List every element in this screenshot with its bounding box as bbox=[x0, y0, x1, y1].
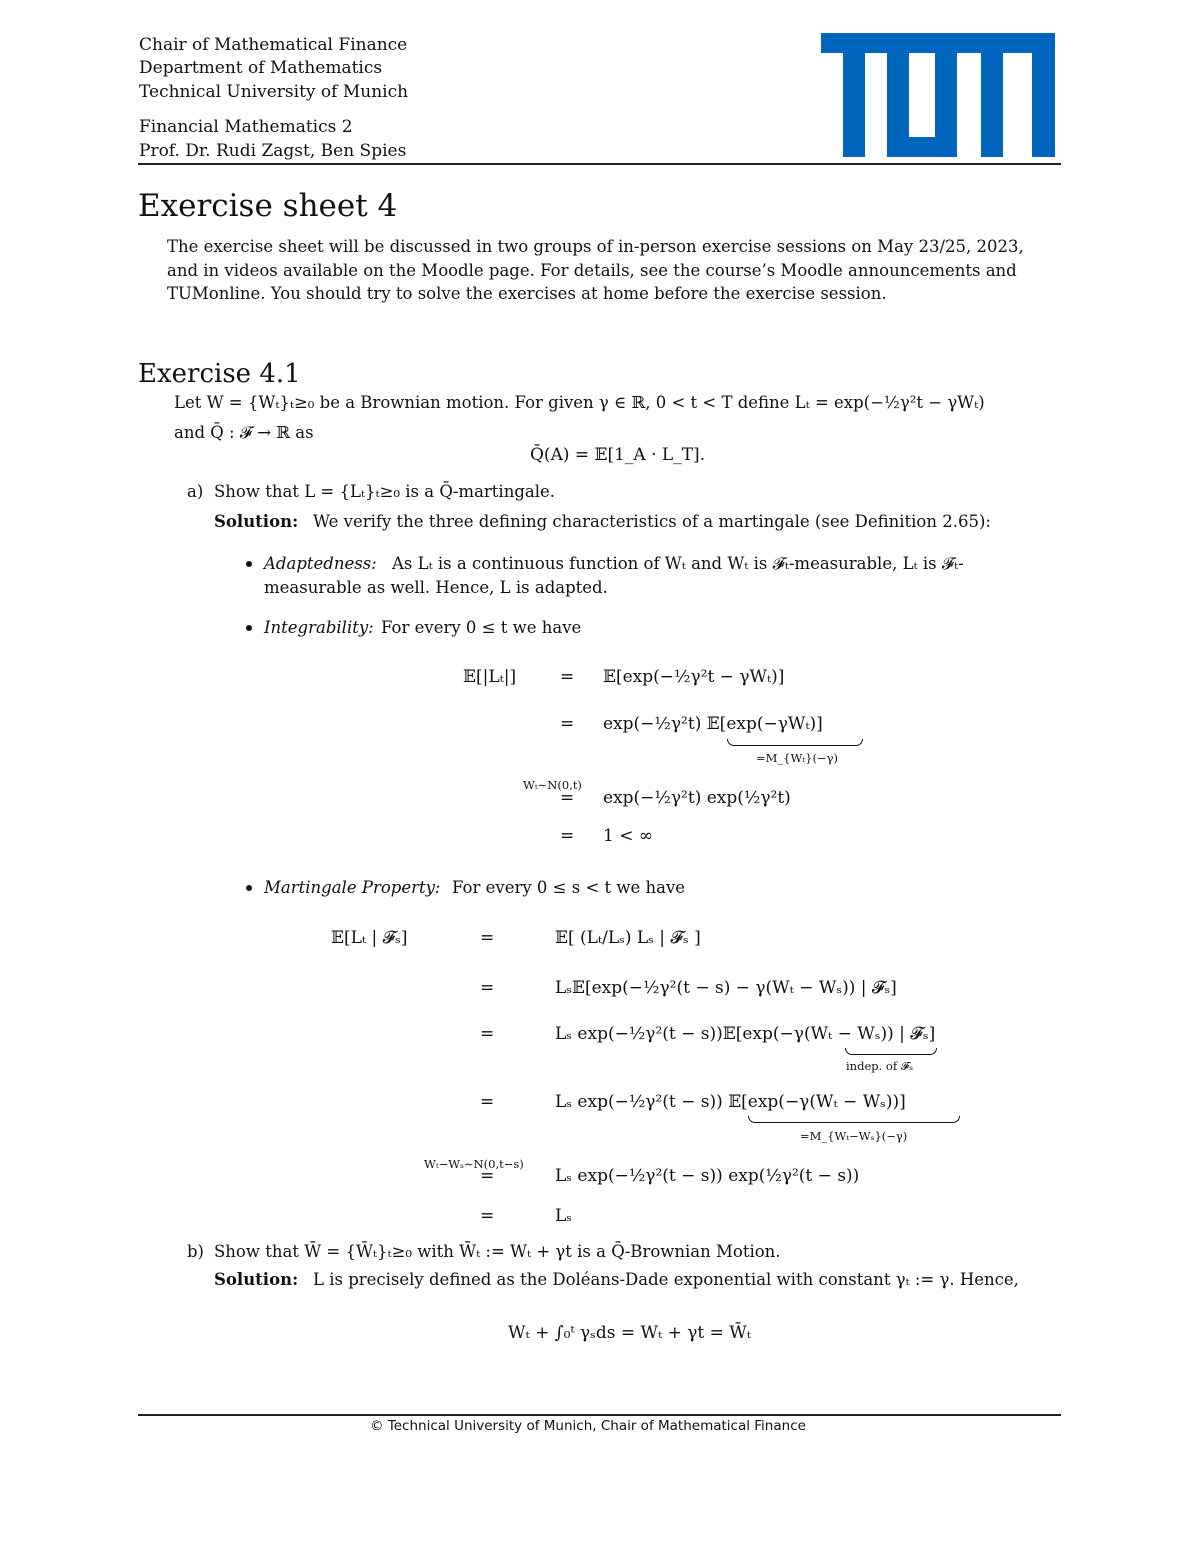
bullet-dot-adaptedness bbox=[246, 561, 252, 567]
martingale-eq2-rhs: Lₛ𝔼[exp(−½γ²(t − s) − γ(Wₜ − Wₛ)) | 𝓕ₛ] bbox=[555, 978, 897, 998]
martingale-eq3-brace-note: indep. of 𝓕ₛ bbox=[846, 1059, 914, 1073]
integrability-eq2-underbrace bbox=[727, 739, 863, 746]
bullet-title-adaptedness: Adaptedness: bbox=[264, 554, 377, 573]
bullet-title-integrability: Integrability: bbox=[264, 618, 374, 637]
intro-line-1: The exercise sheet will be discussed in two groups of in-person exercise sessions on May 23/25, 2023, bbox=[167, 237, 1024, 256]
header-line-chair: Chair of Mathematical Finance bbox=[139, 35, 408, 55]
tum-logo bbox=[821, 33, 1055, 157]
integrability-eq2-brace-note: =M_{Wₜ}(−γ) bbox=[756, 751, 838, 765]
martingale-eq5-rel-note: Wₜ−Wₛ∼N(0,t−s) bbox=[424, 1157, 524, 1171]
part-a-solution-text: We verify the three defining characteristics of a martingale (see Definition 2.65): bbox=[313, 512, 991, 531]
bullet-text-adaptedness-1: As Lₜ is a continuous function of Wₜ and Wₜ is 𝓕ₜ-measurable, Lₜ is 𝓕ₜ- bbox=[392, 554, 964, 573]
martingale-eq2-rel: = bbox=[480, 978, 495, 998]
integrability-eq2-rel: = bbox=[560, 714, 575, 734]
exercise-statement-line-2: and Q̄ : 𝓕 → ℝ as bbox=[174, 423, 314, 442]
exercise-heading: Exercise 4.1 bbox=[138, 359, 301, 389]
intro-line-2: and in videos available on the Moodle page. For details, see the course’s Moodle announcements and bbox=[167, 261, 1017, 280]
bullet-text-adaptedness-2: measurable as well. Hence, L is adapted. bbox=[264, 578, 608, 597]
bullet-dot-martingale bbox=[246, 885, 252, 891]
martingale-eq4-underbrace bbox=[748, 1116, 960, 1123]
integrability-eq1-lhs: 𝔼[|Lₜ|] bbox=[463, 667, 517, 687]
integrability-eq2-rhs: exp(−½γ²t) 𝔼[exp(−γWₜ)] bbox=[603, 714, 823, 734]
martingale-eq3-rel: = bbox=[480, 1024, 495, 1044]
header-line-course: Financial Mathematics 2 bbox=[139, 117, 353, 137]
bullet-title-martingale: Martingale Property: bbox=[264, 878, 441, 897]
part-b-solution-label: Solution: bbox=[214, 1270, 299, 1289]
header-line-department: Department of Mathematics bbox=[139, 58, 383, 78]
header-line-lecturers: Prof. Dr. Rudi Zagst, Ben Spies bbox=[139, 141, 407, 161]
exercise-statement-equation: Q̄(A) = 𝔼[1_A · L_T]. bbox=[530, 445, 706, 465]
martingale-eq4-rel: = bbox=[480, 1092, 495, 1112]
integrability-eq3-rhs: exp(−½γ²t) exp(½γ²t) bbox=[603, 788, 791, 808]
martingale-eq3-underbrace bbox=[845, 1048, 937, 1055]
part-b-label: b) bbox=[187, 1242, 204, 1261]
part-a-solution-label: Solution: bbox=[214, 512, 299, 531]
part-b-question: Show that W̄ = {W̄ₜ}ₜ≥₀ with W̄ₜ := Wₜ + γt is a Q̄-Brownian Motion. bbox=[214, 1242, 781, 1261]
martingale-eq3-rhs: Lₛ exp(−½γ²(t − s))𝔼[exp(−γ(Wₜ − Wₛ)) | 𝓕ₛ] bbox=[555, 1024, 936, 1044]
part-a-label: a) bbox=[187, 482, 204, 501]
martingale-eq1-rel: = bbox=[480, 928, 495, 948]
martingale-eq6-rhs: Lₛ bbox=[555, 1206, 573, 1226]
martingale-eq6-rel: = bbox=[480, 1206, 495, 1226]
integrability-eq4-rel: = bbox=[560, 826, 575, 846]
part-b-equation: Wₜ + ∫₀ᵗ γₛds = Wₜ + γt = W̄ₜ bbox=[508, 1323, 751, 1343]
integrability-eq1-rhs: 𝔼[exp(−½γ²t − γWₜ)] bbox=[603, 667, 785, 687]
martingale-eq5-rel: = bbox=[480, 1166, 495, 1186]
header-line-university: Technical University of Munich bbox=[139, 82, 409, 102]
martingale-eq4-brace-note: =M_{Wₜ−Wₛ}(−γ) bbox=[800, 1129, 908, 1143]
integrability-eq3-rel: = bbox=[560, 788, 575, 808]
martingale-eq1-lhs: 𝔼[Lₜ | 𝓕ₛ] bbox=[331, 928, 408, 948]
bullet-dot-integrability bbox=[246, 625, 252, 631]
part-a-question: Show that L = {Lₜ}ₜ≥₀ is a Q̄-martingale. bbox=[214, 482, 556, 501]
page-title: Exercise sheet 4 bbox=[138, 188, 398, 224]
header-rule bbox=[138, 163, 1061, 165]
integrability-eq1-rel: = bbox=[560, 667, 575, 687]
martingale-eq1-rhs: 𝔼[ (Lₜ/Lₛ) Lₛ | 𝓕ₛ ] bbox=[555, 928, 701, 948]
exercise-statement-line-1: Let W = {Wₜ}ₜ≥₀ be a Brownian motion. For given γ ∈ ℝ, 0 < t < T define Lₜ = exp(−½γ²t − γWₜ) bbox=[174, 393, 985, 412]
footer-copyright: © Technical University of Munich, Chair of Mathematical Finance bbox=[370, 1418, 806, 1434]
martingale-eq4-rhs: Lₛ exp(−½γ²(t − s)) 𝔼[exp(−γ(Wₜ − Wₛ))] bbox=[555, 1092, 906, 1112]
integrability-eq4-rhs: 1 < ∞ bbox=[603, 826, 654, 846]
bullet-text-integrability: For every 0 ≤ t we have bbox=[381, 618, 582, 637]
intro-line-3: TUMonline. You should try to solve the exercises at home before the exercise session. bbox=[167, 284, 887, 303]
martingale-eq5-rhs: Lₛ exp(−½γ²(t − s)) exp(½γ²(t − s)) bbox=[555, 1166, 860, 1186]
part-b-solution-text: L is precisely defined as the Doléans-Dade exponential with constant γₜ := γ. Hence, bbox=[313, 1270, 1019, 1289]
bullet-text-martingale: For every 0 ≤ s < t we have bbox=[452, 878, 686, 897]
integrability-eq3-rel-note: Wₜ∼N(0,t) bbox=[523, 778, 582, 792]
footer-rule bbox=[138, 1414, 1061, 1416]
